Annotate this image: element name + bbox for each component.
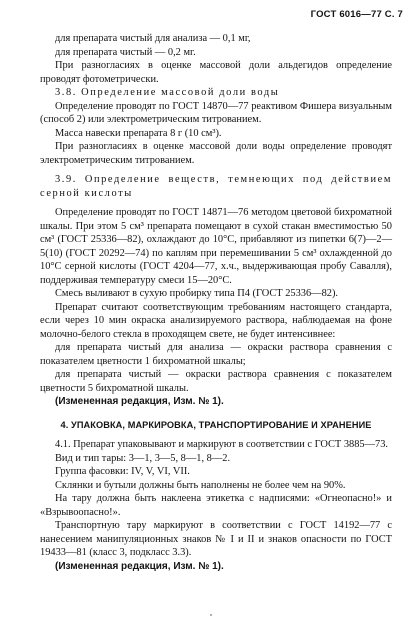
paragraph: для препарата чистый для анализа — 0,1 мг, [55,33,251,44]
paragraph: Смесь выливают в сухую пробирку типа П4 (ГОСТ 25336—82). [55,288,339,299]
paragraph: для препарата чистый — 0,2 мг. [55,46,196,58]
paragraph: Вид и тип тары: 3—1, 3—5, 8—1, 8—2. [55,452,231,464]
paragraph: для препарата чистый для анализа — окраски раствора сравнения с показателем цветности 1 бихроматной шкалы; [40,342,392,367]
paragraph: Определение проводят по ГОСТ 14871—76 методом цветовой бихроматной шкалы. При этом 5 см³ препарата помещают в сухой стакан вместимостью 50 см³ (ГОСТ 25336—82), охлаждают до 10°С, прибавляют из пипетки 6(7)—2—5(10) (ГОСТ 20292—74) по каплям при перемешивании 5 см³ охлажденной до 10°С серной кислоты (ГОСТ 4204—77, х.ч., выдерживающая пробу Савалля), поддерживая температуру смеси 15—20°С. [40,207,392,286]
subsection-heading: 3.8. Определение массовой доли воды [55,87,280,98]
subsection-heading: 3.9. Определение веществ, темнеющих под действием серной кислоты [40,174,392,199]
paragraph: Препарат считают соответствующим требованиям настоящего стандарта, если через 10 мин окраска анализируемого раствора, наблюдаемая на фоне молочно-белого стекла в проходящем свете, не будет интенсивнее: [40,301,392,340]
paragraph: При разногласиях в оценке массовой доли воды определение проводят электрометрическим титрованием. [40,141,392,166]
paragraph: Транспортную тару маркируют в соответствии с ГОСТ 14192—77 с нанесением манипуляционных знаков № I и II и знаков опасности по ГОСТ 19433—81 (класс 3, подкласс 3.3). [40,520,392,558]
amendment-note: (Измененная редакция, Изм. № 1). [55,396,224,407]
page-mark [210,614,212,616]
paragraph: При разногласиях в оценке массовой доли альдегидов определение проводят фотометрически. [40,60,392,85]
paragraph: Склянки и бутыли должны быть наполнены не более чем на 90%. [55,479,346,491]
paragraph: Масса навески препарата 8 г (10 см³). [55,127,222,139]
page-header: ГОСТ 6016—77 С. 7 [310,9,403,20]
paragraph: Группа фасовки: IV, V, VI, VII. [55,466,190,477]
body-text [40,32,392,573]
paragraph: 4.1. Препарат упаковывают и маркируют в соответствии с ГОСТ 3885—73. [55,439,388,450]
section-heading: 4. УПАКОВКА, МАРКИРОВКА, ТРАНСПОРТИРОВАНИЕ И ХРАНЕНИЕ [60,419,372,430]
paragraph: На тару должна быть наклеена этикетка с надписями: «Огнеопасно!» и «Взрывоопасно!». [40,493,392,518]
paragraph: для препарата чистый — окраски раствора сравнения с показателем цветности 5 бихроматной шкалы. [40,369,392,394]
paragraph: Определение проводят по ГОСТ 14870—77 реактивом Фишера визуальным (способ 2) или электрометрическим титрованием. [40,100,392,125]
amendment-note: (Измененная редакция, Изм. № 1). [55,560,224,572]
